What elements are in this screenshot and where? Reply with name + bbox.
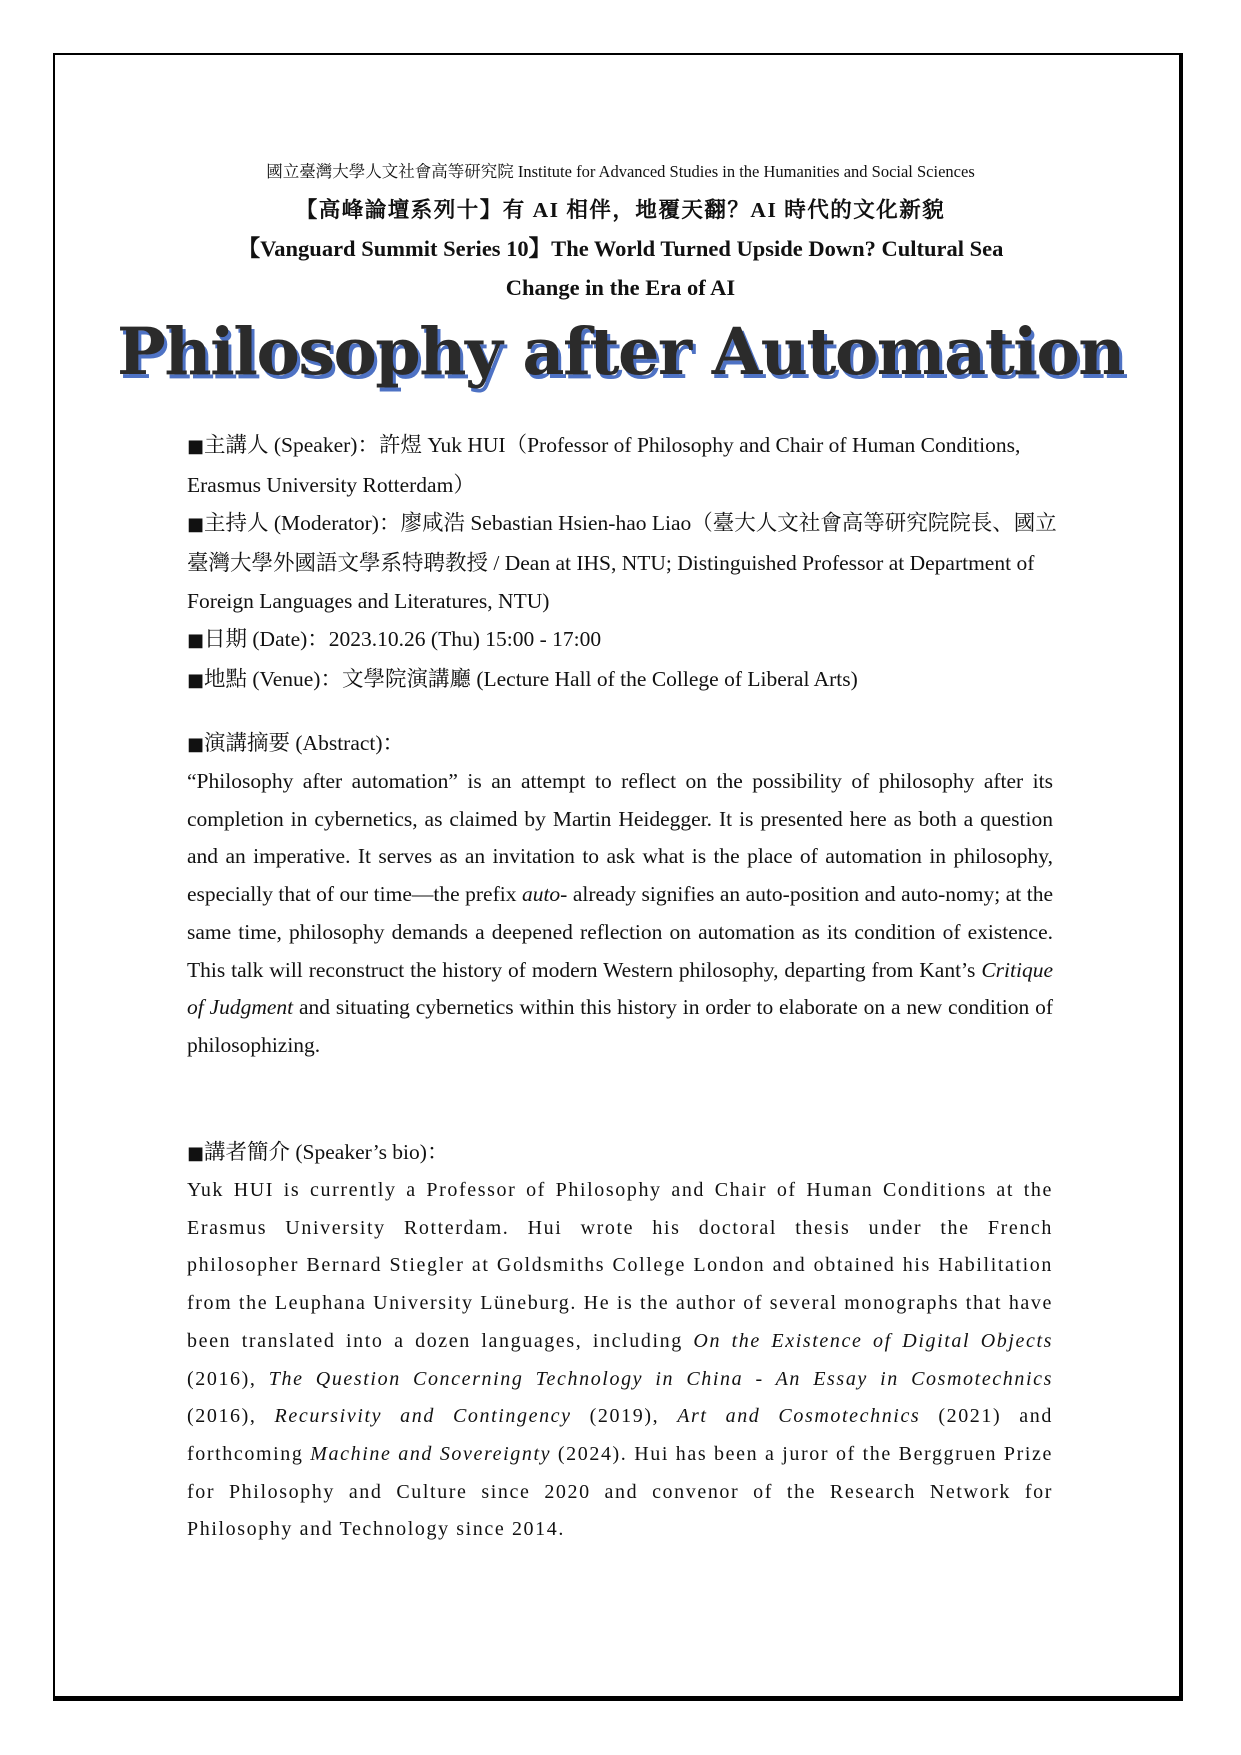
bullet-icon: ■ xyxy=(187,514,205,535)
event-details xyxy=(187,426,1057,700)
bullet-icon: ■ xyxy=(187,1143,205,1164)
abstract-heading xyxy=(187,724,1057,764)
bio-text: (2021) and forthcoming xyxy=(187,1405,1053,1465)
date-row xyxy=(187,620,1057,660)
bullet-icon: ■ xyxy=(187,734,205,755)
series-title-en-line2: Change in the Era of AI xyxy=(505,275,736,300)
speaker-row xyxy=(187,426,1057,504)
abstract-text: “Philosophy after automation” is an attempt to reflect on the possibility of philosophy after its completion in cybernetics, as claimed by Martin Heidegger. It is presented here as both a question and an imperative. It serves as an invitation to ask what is the place of automation in philosophy, especially that of our time—the prefix xyxy=(187,769,1053,907)
speaker-label: 主講人 (Speaker)： xyxy=(204,433,379,457)
moderator-row xyxy=(187,504,1057,620)
bullet-icon: ■ xyxy=(187,436,205,457)
book-title: Recursivity and Contingency xyxy=(274,1405,572,1428)
page-title: Philosophy after Automation xyxy=(116,314,1125,390)
abstract-italic: auto- xyxy=(521,882,568,907)
book-title: Art and Cosmotechnics xyxy=(677,1405,921,1428)
venue-value: 文學院演講廳 (Lecture Hall of the College of Liberal Arts) xyxy=(341,667,858,691)
series-title-en xyxy=(0,229,1241,307)
bio-body xyxy=(187,1172,1053,1549)
bio-text: (2024). Hui has been a juror of the Berggruen Prize for Philosophy and Culture since 2020 and convenor of the Research Network for Philosophy and Technology since 2014. xyxy=(187,1442,1053,1541)
bio-text: Yuk HUI is currently a Professor of Philosophy and Chair of Human Conditions at the Erasmus University Rotterdam. Hui wrote his doctoral thesis under the French philosopher Bernard Stiegler at Goldsmiths College London and obtained his Habilitation from the Leuphana University Lüneburg. He is the author of several monographs that have been translated into a dozen languages, including xyxy=(187,1179,1053,1352)
abstract-heading-text: 演講摘要 (Abstract)： xyxy=(204,731,405,755)
institute-name: 國立臺灣大學人文社會高等研究院 Institute for Advanced Studies in the Humanities and Social Sciences xyxy=(266,162,975,181)
book-title: Machine and Sovereignty xyxy=(310,1442,552,1465)
moderator-value: 廖咸浩 Sebastian Hsien-hao Liao（臺大人文社會高等研究院院長、國立臺灣大學外國語文學系特聘教授 / Dean at IHS, NTU; Distinguished Professor at Department of Foreign Languages and Literatures, NTU) xyxy=(187,511,1057,613)
abstract-italic: Critique of Judgment xyxy=(187,957,1053,1020)
series-title-en-line1: 【Vanguard Summit Series 10】The World Turned Upside Down? Cultural Sea xyxy=(237,236,1004,261)
abstract-text: already signifies an auto-position and auto-nomy; at the same time, philosophy demands a deepened reflection on automation as its condition of existence. This talk will reconstruct the history of modern Western philosophy, departing from Kant’s xyxy=(187,882,1053,982)
speaker-value: 許煜 Yuk HUI（Professor of Philosophy and Chair of Human Conditions, Erasmus University Rotterdam） xyxy=(187,433,1021,497)
abstract-paragraph xyxy=(187,763,1053,1065)
bio-heading-text: 講者簡介 (Speaker’s bio)： xyxy=(204,1140,449,1164)
book-title: On the Existence of Digital Objects xyxy=(693,1329,1053,1352)
date-value: 2023.10.26 (Thu) 15:00 - 17:00 xyxy=(328,627,602,651)
abstract-body xyxy=(187,763,1053,1065)
bio-paragraph xyxy=(187,1172,1053,1549)
date-label: 日期 (Date)： xyxy=(204,627,329,651)
book-title: The Question Concerning Technology in China - An Essay in Cosmotechnics xyxy=(268,1367,1053,1390)
bullet-icon: ■ xyxy=(187,670,205,691)
venue-label: 地點 (Venue)： xyxy=(204,667,342,691)
moderator-label: 主持人 (Moderator)： xyxy=(204,511,401,535)
venue-row xyxy=(187,660,1057,700)
bio-heading xyxy=(187,1133,1057,1173)
bio-text: (2016), xyxy=(187,1405,275,1428)
series-title-zh: 【高峰論壇系列十】有 AI 相伴，地覆天翻？AI 時代的文化新貌 xyxy=(295,198,946,222)
abstract-text: and situating cybernetics within this history in order to elaborate on a new condition of philosophizing. xyxy=(187,995,1054,1057)
bio-text: (2016), xyxy=(187,1367,269,1390)
bullet-icon: ■ xyxy=(187,630,205,651)
bio-text: (2019), xyxy=(571,1405,678,1428)
